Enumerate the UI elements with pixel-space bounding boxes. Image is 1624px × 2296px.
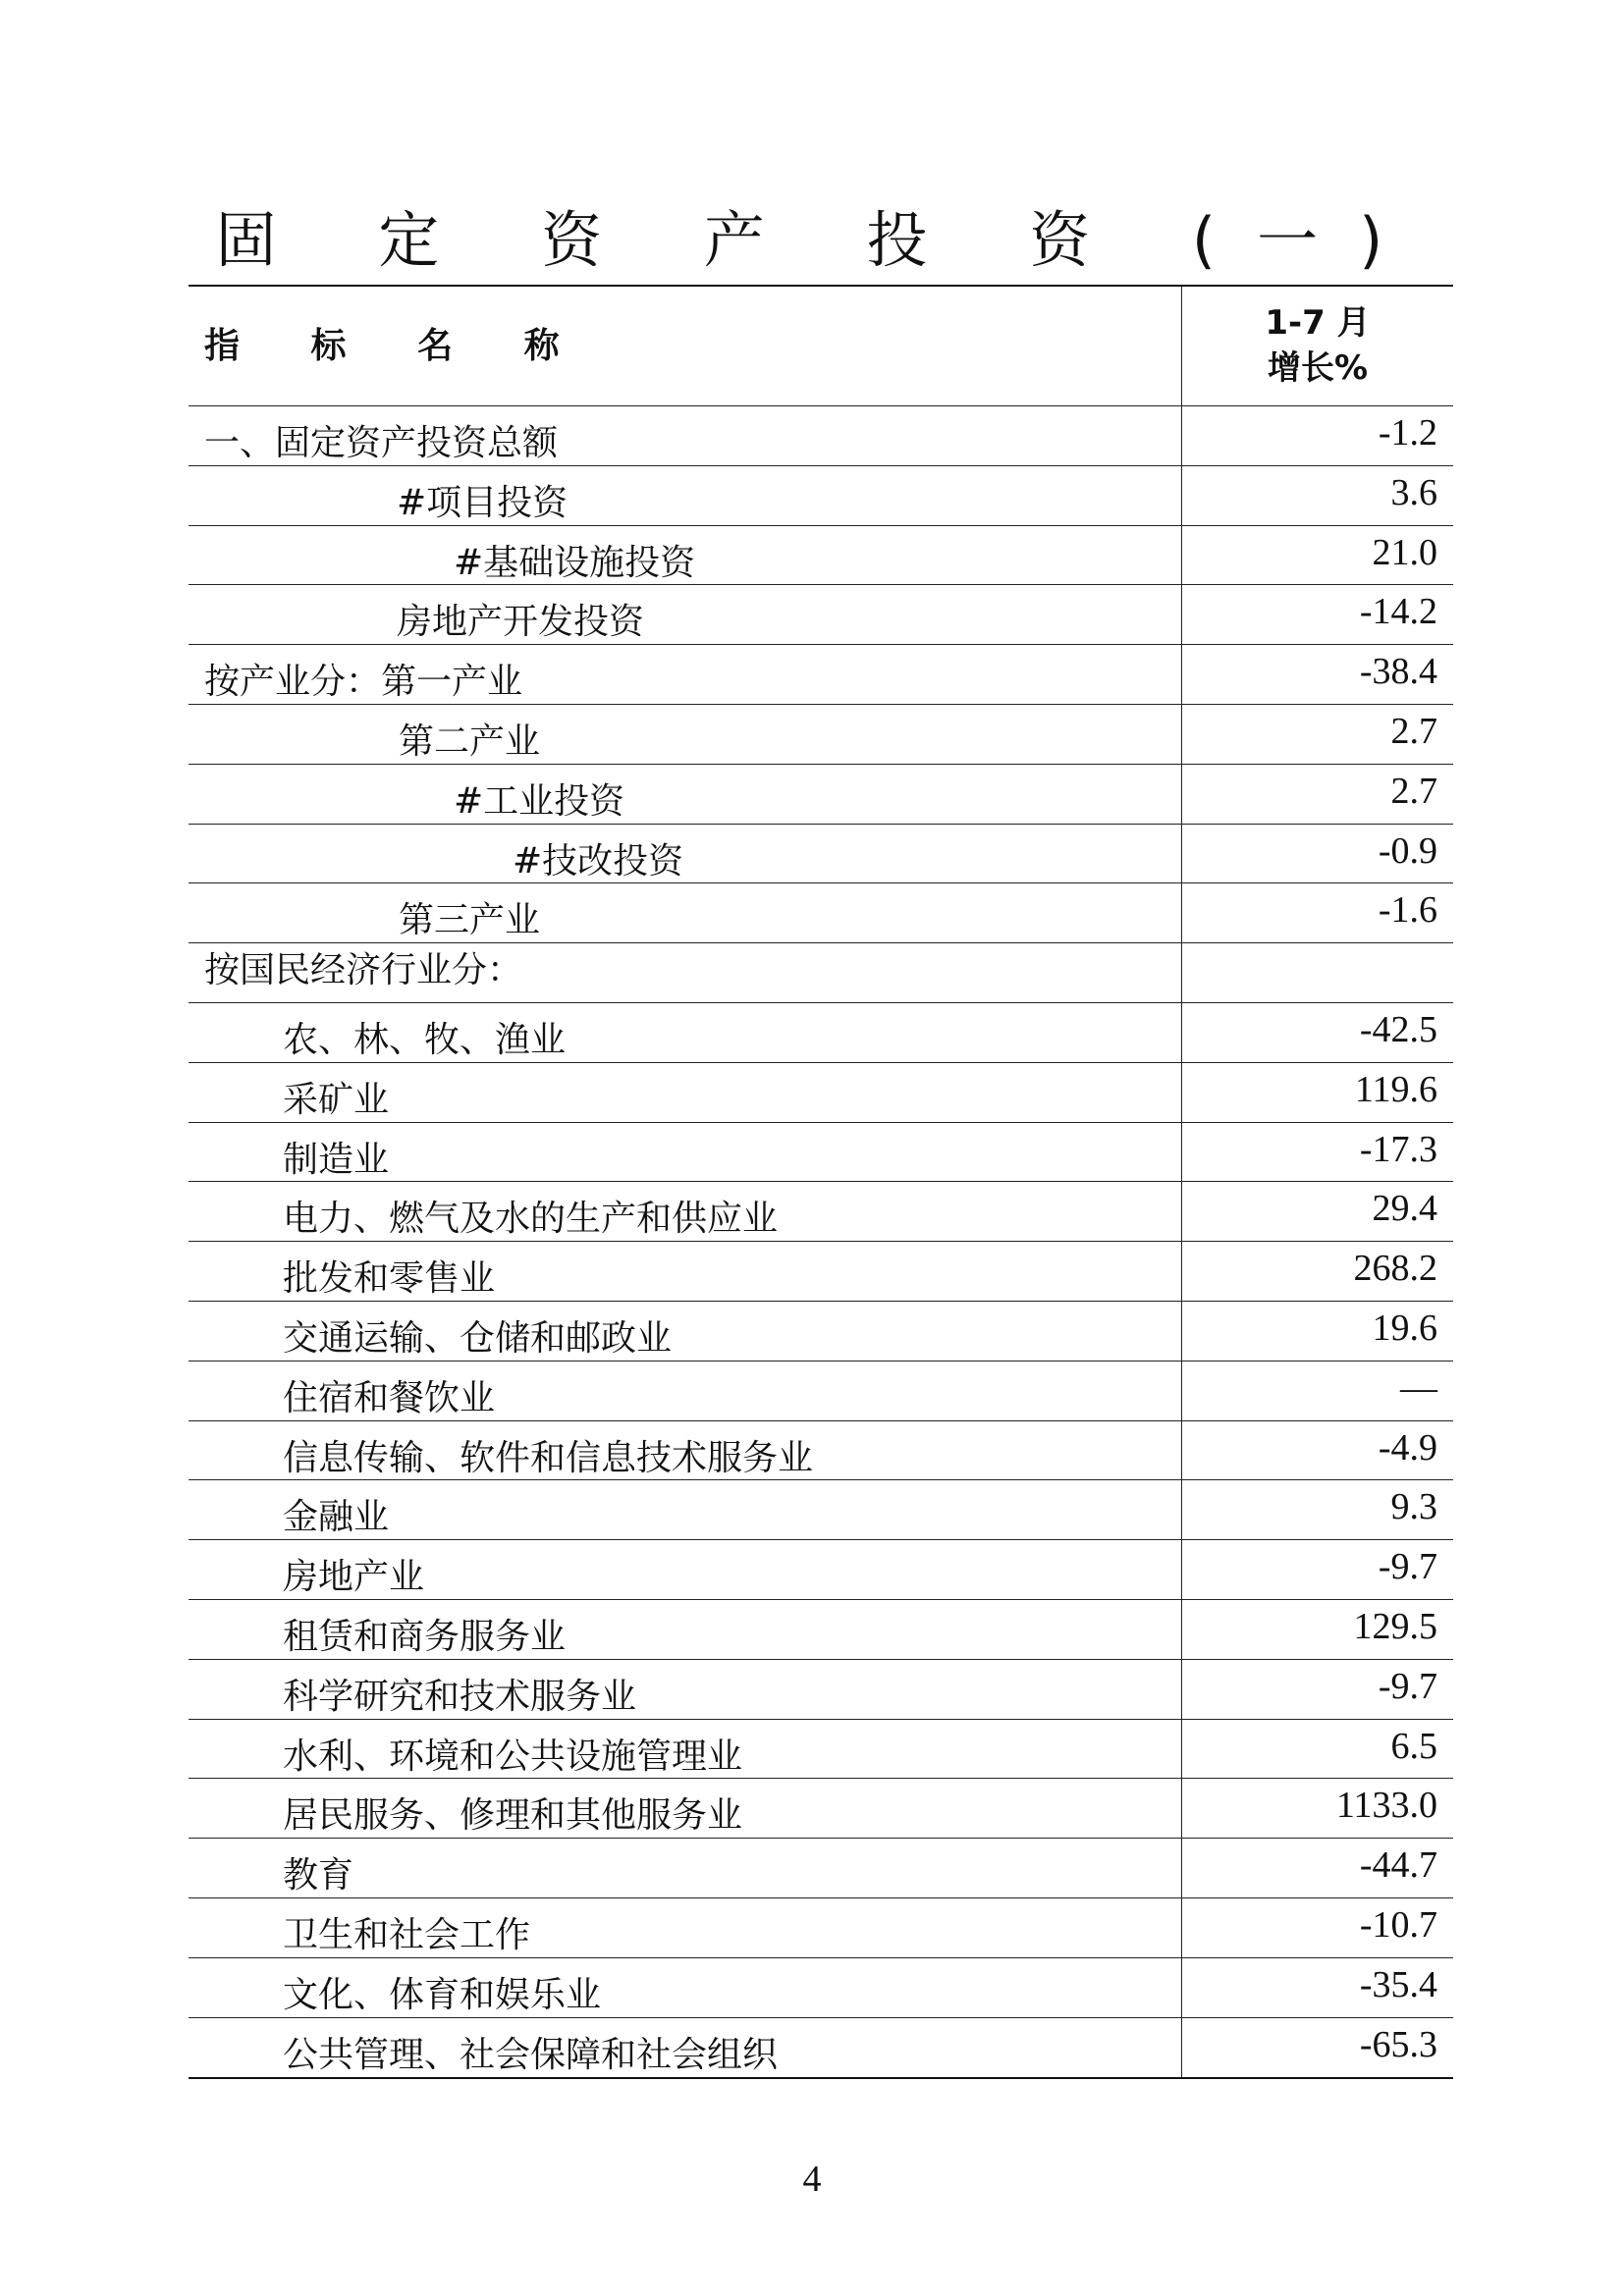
table-row [189,1958,1453,2018]
header-growth [1182,287,1453,405]
row-value: 9.3 [1390,1486,1437,1528]
table-row [189,645,1453,705]
row-name: 批发和零售业 [189,1242,1182,1301]
row-name: 电力、燃气及水的生产和供应业 [189,1182,1182,1241]
row-value: 2.7 [1390,710,1437,752]
table-row [189,585,1453,645]
row-name: 第二产业 [189,705,1182,764]
row-value: -10.7 [1359,1903,1437,1946]
row-name: #基础设施投资 [189,526,1182,585]
row-value: -38.4 [1359,651,1437,693]
row-value: 129.5 [1353,1605,1437,1647]
table-row [189,2018,1453,2078]
row-name: 房地产业 [189,1540,1182,1599]
row-value: -9.7 [1378,1665,1437,1707]
table-row [189,1302,1453,1362]
row-name: 制造业 [189,1123,1182,1182]
table-row [189,1779,1453,1839]
investment-table [189,285,1453,2079]
row-value: 19.6 [1372,1307,1437,1349]
row-name: 卫生和社会工作 [189,1898,1182,1957]
row-name: 水利、环境和公共设施管理业 [189,1720,1182,1779]
table-row [189,1242,1453,1302]
table-row [189,1123,1453,1183]
row-name: #技改投资 [189,825,1182,883]
table-row [189,765,1453,825]
table-row [189,1660,1453,1720]
table-row [189,526,1453,586]
row-value: -17.3 [1359,1128,1437,1170]
row-name: 第三产业 [189,883,1182,942]
header-growth-unit: 增长% [1267,348,1369,388]
table-row [189,1898,1453,1958]
row-value: 2.7 [1390,770,1437,812]
row-value: -4.9 [1378,1426,1437,1468]
row-value: -9.7 [1378,1546,1437,1588]
row-value: — [1400,1366,1437,1409]
row-name: 教育 [189,1839,1182,1897]
row-name: 公共管理、社会保障和社会组织 [189,2018,1182,2078]
row-value: 3.6 [1390,471,1437,513]
table-row [189,1063,1453,1123]
row-name: 住宿和餐饮业 [189,1362,1182,1420]
table-row [189,1540,1453,1600]
row-value: 21.0 [1372,531,1437,573]
row-name: 居民服务、修理和其他服务业 [189,1779,1182,1838]
table-row [189,1362,1453,1421]
row-name: 一、固定资产投资总额 [189,406,1182,465]
table-row [189,466,1453,526]
row-name: 科学研究和技术服务业 [189,1660,1182,1719]
table-row [189,1480,1453,1540]
row-value: -42.5 [1359,1008,1437,1050]
row-value: -1.2 [1378,412,1437,454]
row-name: 房地产开发投资 [189,585,1182,644]
table-row [189,1839,1453,1898]
table-row [189,705,1453,765]
page-number: 4 [802,2159,822,2200]
row-value: 268.2 [1353,1248,1437,1290]
row-value: -35.4 [1359,1963,1437,2005]
table-row [189,1600,1453,1660]
row-value: 1133.0 [1335,1785,1437,1827]
row-value: 119.6 [1354,1068,1437,1110]
table-row [189,1720,1453,1780]
row-name: 按国民经济行业分： [189,943,1182,1002]
row-value: -1.6 [1378,889,1437,932]
table-header-row [189,287,1453,406]
header-indicator-name: 指 标 名 称 [189,287,1182,405]
row-value: 6.5 [1390,1725,1437,1767]
table-row [189,406,1453,466]
row-name: 文化、体育和娱乐业 [189,1958,1182,2017]
page-title: 固 定 资 产 投 资 (一) [215,204,1425,276]
row-value: 29.4 [1372,1188,1437,1230]
row-name: 采矿业 [189,1063,1182,1122]
row-name: 租赁和商务服务业 [189,1600,1182,1659]
row-name: 金融业 [189,1480,1182,1539]
table-row [189,1182,1453,1242]
header-period: 1-7 月 [1265,303,1371,343]
row-name: 信息传输、软件和信息技术服务业 [189,1421,1182,1480]
table-row [189,943,1453,1003]
row-name: 交通运输、仓储和邮政业 [189,1302,1182,1361]
table-row [189,825,1453,884]
table-row [189,1421,1453,1481]
table-row [189,883,1453,943]
row-value: -14.2 [1359,591,1437,633]
table-row [189,1003,1453,1063]
row-name: 按产业分：第一产业 [189,645,1182,704]
row-value: -44.7 [1359,1844,1437,1887]
row-name: #项目投资 [189,466,1182,525]
row-name: #工业投资 [189,765,1182,824]
row-value: -0.9 [1378,829,1437,872]
row-value: -65.3 [1359,2023,1437,2065]
row-value [1182,943,1453,1002]
row-name: 农、林、牧、渔业 [189,1003,1182,1062]
